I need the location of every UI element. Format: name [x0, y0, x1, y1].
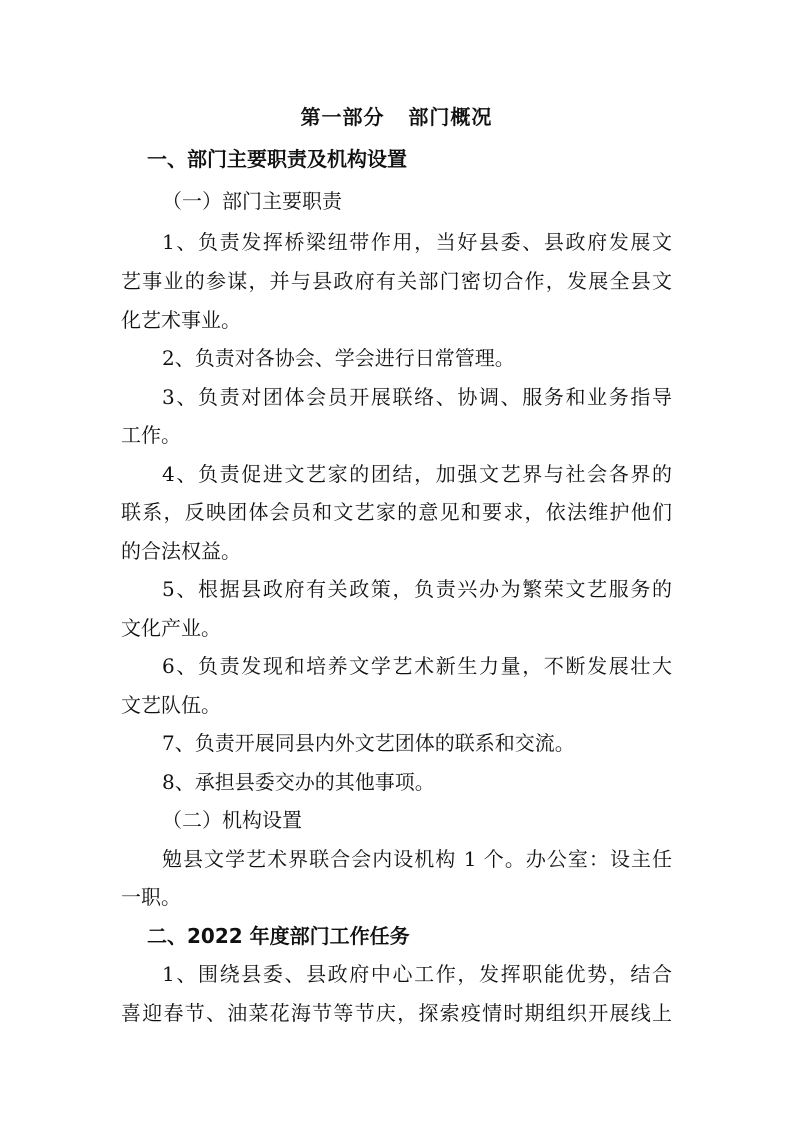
- paragraph-line: 3、负责对团体会员开展联络、协调、服务和业务指导: [162, 385, 672, 409]
- paragraph-line: 8、承担县委交办的其他事项。: [162, 770, 435, 794]
- paragraph-line: 喜迎春节、油菜花海节等节庆，探索疫情时期组织开展线上: [121, 1001, 672, 1025]
- paragraph-line: 文艺队伍。: [121, 693, 221, 717]
- paragraph-line: 文化产业。: [121, 616, 221, 640]
- section-heading-1: 一、部门主要职责及机构设置: [147, 147, 407, 171]
- paragraph-line: 7、负责开展同县内外文艺团体的联系和交流。: [162, 731, 575, 755]
- paragraph-line: 4、负责促进文艺家的团结，加强文艺界与社会各界的: [162, 462, 672, 486]
- page-title: 第一部分 部门概况: [300, 105, 493, 129]
- paragraph-line: 联系，反映团体会员和文艺家的意见和要求，依法维护他们: [121, 500, 672, 524]
- subsection-heading-organization: （二）机构设置: [162, 808, 302, 832]
- paragraph-line: 勉县文学艺术界联合会内设机构 1 个。办公室：设主任: [162, 847, 672, 871]
- paragraph-line: 1、负责发挥桥梁纽带作用，当好县委、县政府发展文: [162, 230, 672, 254]
- paragraph-line: 艺事业的参谋，并与县政府有关部门密切合作，发展全县文: [121, 269, 672, 293]
- paragraph-line: 5、根据县政府有关政策，负责兴办为繁荣文艺服务的: [162, 577, 672, 601]
- paragraph-line: 工作。: [121, 423, 181, 447]
- subsection-heading-duties: （一）部门主要职责: [162, 189, 342, 213]
- section-heading-2: 二、2022 年度部门工作任务: [147, 924, 410, 948]
- paragraph-line: 2、负责对各协会、学会进行日常管理。: [162, 346, 515, 370]
- paragraph-line: 6、负责发现和培养文学艺术新生力量，不断发展壮大: [162, 654, 672, 678]
- paragraph-line: 的合法权益。: [121, 539, 241, 563]
- paragraph-line: 化艺术事业。: [121, 308, 241, 332]
- paragraph-line: 一职。: [121, 885, 181, 909]
- paragraph-line: 1、围绕县委、县政府中心工作，发挥职能优势，结合: [162, 962, 672, 986]
